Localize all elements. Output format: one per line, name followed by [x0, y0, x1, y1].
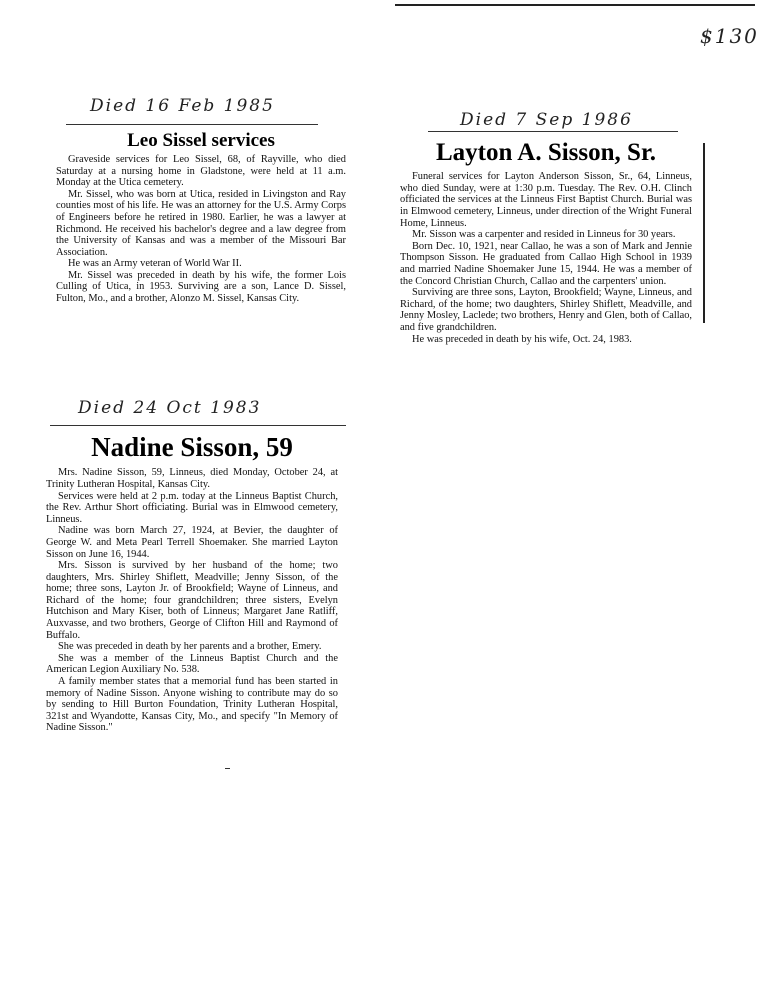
layton-paragraph: Surviving are three sons, Layton, Brookfield; Wayne, Linneus, and Richard, of the home; two daughters, Shirley Shiflett, Meadville, and Jenny Mosley, Laclede; two brothers, Henry and Glen, both of Callao, and five grandchildren. — [400, 287, 692, 333]
leo-date-underline — [66, 124, 318, 125]
nadine-handwritten-date: Died 24 Oct 1983 — [78, 398, 262, 418]
layton-column-edge — [703, 143, 705, 323]
layton-paragraph: He was preceded in death by his wife, Oct. 24, 1983. — [412, 333, 632, 345]
layton-date-underline — [428, 131, 678, 132]
nadine-headline: Nadine Sisson, 59 — [91, 432, 293, 462]
nadine-sisson-obituary — [46, 433, 338, 734]
leo-paragraph: Graveside services for Leo Sissel, 68, of Rayville, who died Saturday at a nursing home in Gladstone, were held at 11 a.m. Monday at the Utica cemetery. — [56, 153, 346, 189]
layton-paragraph: Funeral services for Layton Anderson Sisson, Sr., 64, Linneus, who died Sunday, were at 1:30 p.m. Tuesday. The Rev. O.H. Clinch officiated the services at the Linneus First Baptist Church. Burial was in Elmwood cemetery, Linneus, under direction of the Wright Funeral Home, Linneus. — [400, 171, 692, 229]
layton-headline: Layton A. Sisson, Sr. — [436, 139, 656, 166]
end-dash — [225, 768, 230, 769]
layton-handwritten-date: Died 7 Sep 1986 — [460, 110, 633, 130]
leo-sissel-obituary — [56, 131, 346, 305]
layton-sisson-obituary — [400, 140, 692, 345]
leo-handwritten-date: Died 16 Feb 1985 — [90, 96, 275, 116]
nadine-paragraph: Nadine was born March 27, 1924, at Bevier, the daughter of George W. and Meta Pearl Terrell Shoemaker. She married Layton Sisson on June 16, 1944. — [46, 525, 338, 560]
leo-paragraph: Mr. Sissel, who was born at Utica, resided in Livingston and Ray counties most of his life. He was an attorney for the U.S. Army Corps of Engineers before he retired in 1980. Earlier, he was a lawyer at Richmond. He received his bachelor's degree and a law degree from the University of Kansas and was a member of the Missouri Bar Association. — [56, 188, 346, 258]
leo-body — [56, 154, 346, 305]
nadine-paragraph: A family member states that a memorial fund has been started in memory of Nadine Sisson. Anyone wishing to contribute may do so by sending to Hill Burton Foundation, Trinity Lutheran Hospital, 321st and Wyandotte, Kansas City, Mo., and specify "In Memory of Nadine Sisson." — [46, 676, 338, 734]
layton-paragraph: Mr. Sisson was a carpenter and resided in Linneus for 30 years. — [412, 229, 676, 241]
leo-paragraph: Mr. Sissel was preceded in death by his wife, the former Lois Culling of Utica, in 1953. Surviving are a son, Lance D. Sissel, Fulton, Mo., and a brother, Alonzo M. Sissel, Kansas City. — [56, 269, 346, 305]
page-number: $130 — [700, 24, 759, 48]
nadine-paragraph: Services were held at 2 p.m. today at the Linneus Baptist Church, the Rev. Arthur Short officiating. Burial was in Elmwood cemetery, Linneus. — [46, 490, 338, 525]
leo-paragraph: He was an Army veteran of World War II. — [68, 258, 242, 270]
nadine-body — [46, 467, 338, 734]
leo-headline: Leo Sissel services — [127, 130, 275, 151]
nadine-paragraph: Mrs. Nadine Sisson, 59, Linneus, died Monday, October 24, at Trinity Lutheran Hospital, Kansas City. — [46, 467, 338, 490]
layton-paragraph: Born Dec. 10, 1921, near Callao, he was a son of Mark and Jennie Thompson Sisson. He graduated from Callao High School in 1939 and married Nadine Shoemaker June 15, 1944. He was a member of the Concord Christian Church, Callao and the carpenters' union. — [400, 240, 692, 287]
layton-body — [400, 171, 692, 345]
nadine-paragraph: Mrs. Sisson is survived by her husband of the home; two daughters, Mrs. Shirley Shiflett, Meadville; Jenny Sisson, of the home; three sons, Layton Jr. of Brookfield; Wayne of Linneus, and Richard of the home; four grandchildren; three sisters, Evelyn Hutchison and Mary Kiser, both of Linneus; Margaret Jane Ratliff, Auxvasse, and two brothers, George of Clifton Hill and Raymond of Buffalo. — [46, 560, 338, 641]
top-border-line — [395, 4, 755, 6]
nadine-date-underline — [50, 425, 346, 426]
nadine-paragraph: She was preceded in death by her parents and a brother, Emery. — [58, 641, 322, 653]
nadine-paragraph: She was a member of the Linneus Baptist Church and the American Legion Auxiliary No. 538. — [46, 652, 338, 676]
